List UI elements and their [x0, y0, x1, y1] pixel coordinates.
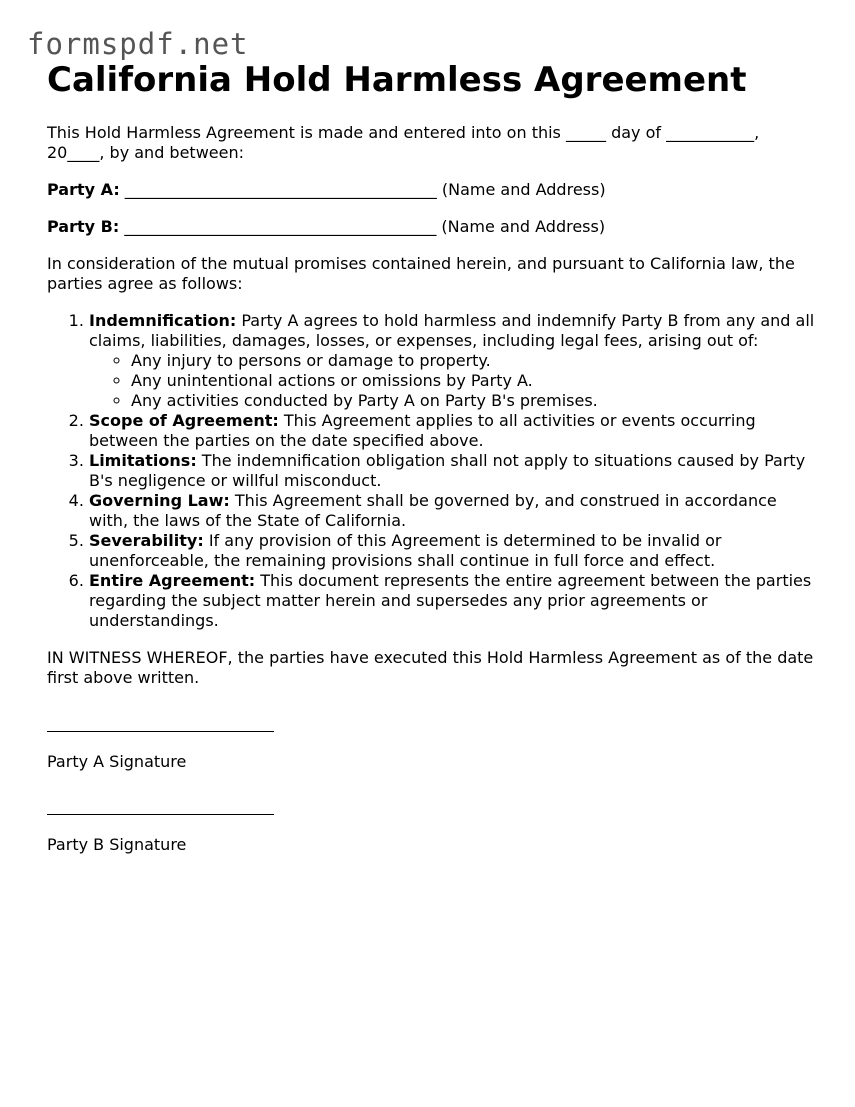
indemnification-sublist: [89, 351, 817, 411]
term-heading: Scope of Agreement:: [89, 411, 279, 430]
party-a-line: [47, 180, 817, 200]
term-heading: Severability:: [89, 531, 204, 550]
witness-paragraph: IN WITNESS WHEREOF, the parties have executed this Hold Harmless Agreement as of the date first above written.: [47, 648, 814, 687]
watermark-logo: formspdf.net: [27, 27, 249, 61]
sublist-item: ◦ Any unintentional actions or omissions by Party A.: [131, 371, 817, 391]
intro-paragraph: This Hold Harmless Agreement is made and entered into on this _____ day of ___________, 20____, by and between:: [47, 123, 760, 162]
term-limitations: [89, 451, 817, 491]
consideration-paragraph: In consideration of the mutual promises contained herein, and pursuant to California law, the parties agree as follows:: [47, 254, 795, 293]
term-indemnification: [89, 311, 817, 411]
document-body: [47, 60, 817, 855]
term-text: This Agreement applies to all activities or events occurring between the parties on the date specified above.: [89, 411, 756, 450]
term-governing-law: [89, 491, 817, 531]
party-b-line: [47, 217, 817, 237]
sublist-item: ◦ Any activities conducted by Party A on Party B's premises.: [131, 391, 817, 411]
terms-list: [47, 311, 817, 631]
term-entire-agreement: [89, 571, 817, 631]
term-heading: Indemnification:: [89, 311, 237, 330]
party-b-field: _______________________________________ (Name and Address): [119, 217, 606, 236]
party-a-field: _______________________________________ (Name and Address): [119, 180, 606, 199]
document-title: California Hold Harmless Agreement: [47, 60, 747, 100]
term-heading: Limitations:: [89, 451, 197, 470]
term-text: This document represents the entire agreement between the parties regarding the subject matter herein and supersedes any prior agreements or understandings.: [89, 571, 812, 630]
term-scope: [89, 411, 817, 451]
sublist-item: ◦ Any injury to persons or damage to property.: [131, 351, 817, 371]
party-b-label: Party B:: [47, 217, 120, 236]
term-text: If any provision of this Agreement is determined to be invalid or unenforceable, the remaining provisions shall continue in full force and effect.: [89, 531, 722, 570]
party-a-label: Party A:: [47, 180, 120, 199]
party-b-signature-label: Party B Signature: [47, 835, 187, 854]
term-text: Party A agrees to hold harmless and indemnify Party B from any and all claims, liabilities, damages, losses, or expenses, including legal fees, arising out of:: [89, 311, 815, 350]
party-b-signature-line[interactable]: [47, 802, 274, 815]
term-heading: Entire Agreement:: [89, 571, 256, 590]
term-text: The indemnification obligation shall not apply to situations caused by Party B's negligence or willful misconduct.: [89, 451, 806, 490]
party-a-signature-line[interactable]: [47, 719, 274, 732]
party-a-signature-label: Party A Signature: [47, 752, 187, 771]
term-severability: [89, 531, 817, 571]
term-heading: Governing Law:: [89, 491, 230, 510]
term-text: This Agreement shall be governed by, and construed in accordance with, the laws of the State of California.: [89, 491, 777, 530]
